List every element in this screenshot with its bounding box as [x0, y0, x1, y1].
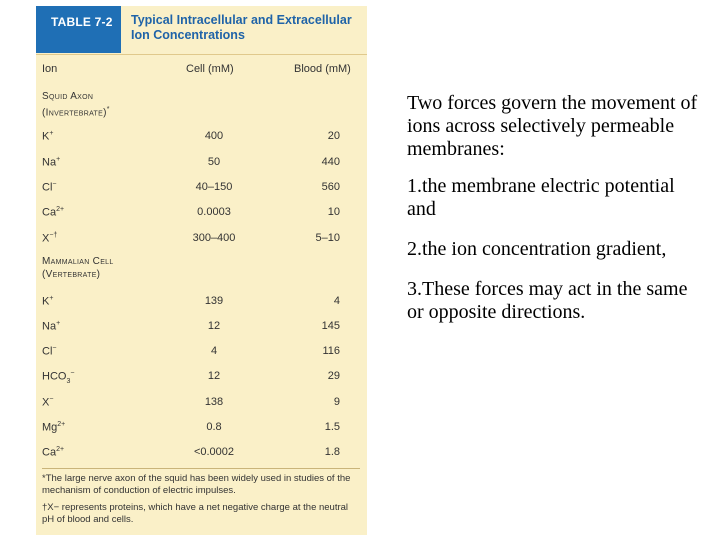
squid-heading-line1: Squid Axon	[42, 91, 94, 102]
mammal-blood-k: 4	[333, 295, 340, 307]
notes-item-3: 3.These forces may act in the same or opposite directions.	[407, 278, 688, 323]
mammal-ion-x	[42, 396, 53, 409]
ion-subscript: 3	[66, 377, 71, 385]
ion-charge: −	[49, 396, 54, 403]
ion-concentration-table	[36, 6, 367, 535]
ion-charge: +	[56, 320, 61, 327]
notes-intro: Two forces govern the movement of ions across selectively permeable membranes:	[407, 92, 698, 160]
squid-cell-x: 300–400	[192, 232, 236, 244]
ion-symbol: K	[42, 295, 50, 308]
squid-section-heading	[42, 90, 110, 119]
ion-charge: −†	[49, 232, 58, 239]
squid-heading-line2-wrap	[42, 103, 110, 119]
ion-symbol: Cl	[42, 345, 53, 358]
ion-symbol: Ca	[42, 446, 57, 459]
ion-charge: 2+	[56, 446, 65, 453]
mammal-ion-mg	[42, 421, 65, 434]
column-header-cell: Cell (mM)	[186, 63, 234, 75]
ion-symbol: Na	[42, 156, 57, 169]
mammal-ion-ca	[42, 446, 64, 459]
squid-ion-ca	[42, 206, 64, 219]
mammal-blood-x: 9	[333, 396, 340, 408]
ion-charge: −	[52, 345, 57, 352]
squid-blood-cl: 560	[321, 181, 340, 193]
ion-symbol: K	[42, 130, 50, 143]
ion-symbol: Mg	[42, 421, 58, 434]
ion-symbol: Na	[42, 320, 57, 333]
squid-cell-cl: 40–150	[195, 181, 233, 193]
mammal-cell-mg: 0.8	[206, 421, 222, 433]
mammal-cell-ca: <0.0002	[193, 446, 235, 458]
squid-cell-k: 400	[204, 130, 224, 142]
mammal-ion-k	[42, 295, 53, 308]
mammal-cell-hco3: 12	[207, 370, 221, 382]
mammal-section-heading	[42, 255, 114, 281]
ion-symbol: X	[42, 396, 50, 409]
squid-heading-line2: (Invertebrate)	[42, 107, 107, 119]
footnote-proteins: †X− represents proteins, which have a net negative charge at the neutral pH of blood and cells.	[42, 502, 349, 525]
squid-blood-ca: 10	[327, 206, 340, 218]
squid-ion-cl	[42, 181, 56, 194]
mammal-cell-k: 139	[204, 295, 224, 307]
ion-symbol: HCO	[42, 370, 67, 383]
ion-charge: −	[52, 181, 57, 188]
squid-cell-na: 50	[207, 156, 221, 168]
ion-charge: 2+	[56, 206, 65, 213]
squid-blood-na: 440	[321, 156, 340, 168]
squid-ion-na	[42, 156, 60, 169]
ion-symbol: Ca	[42, 206, 57, 219]
mammal-heading-line2: (Vertebrate)	[42, 269, 101, 280]
squid-ion-k	[42, 130, 53, 143]
footnote-divider	[42, 468, 360, 469]
mammal-cell-na: 12	[207, 320, 221, 332]
mammal-cell-cl: 4	[210, 345, 218, 357]
mammal-heading-line1: Mammalian Cell	[42, 256, 114, 267]
notes-item-1: 1.the membrane electric potential and	[407, 175, 675, 220]
explanation-text	[407, 92, 707, 324]
ion-charge: 2+	[57, 421, 66, 428]
ion-charge: +	[56, 156, 61, 163]
mammal-blood-na: 145	[321, 320, 340, 332]
ion-charge: +	[49, 295, 54, 302]
mammal-cell-x: 138	[204, 396, 224, 408]
mammal-ion-hco3	[42, 370, 74, 385]
table-header	[36, 6, 367, 53]
mammal-ion-na	[42, 320, 60, 333]
squid-ion-x	[42, 232, 57, 245]
ion-symbol: X	[42, 232, 50, 245]
squid-blood-k: 20	[327, 130, 340, 142]
mammal-blood-mg: 1.5	[324, 421, 340, 433]
ion-symbol: Cl	[42, 181, 53, 194]
column-header-blood: Blood (mM)	[294, 63, 351, 75]
ion-charge: +	[49, 130, 54, 137]
header-divider	[36, 54, 367, 55]
footnote-squid: *The large nerve axon of the squid has been widely used in studies of the mechanism of conduction of electric impulses.	[42, 473, 351, 496]
squid-cell-ca: 0.0003	[197, 206, 231, 218]
table-title: Typical Intracellular and Extracellular Ion Concentrations	[131, 13, 352, 42]
mammal-blood-ca: 1.8	[324, 446, 340, 458]
squid-heading-mark: *	[106, 106, 110, 113]
notes-item-2: 2.the ion concentration gradient,	[407, 238, 667, 260]
mammal-ion-cl	[42, 345, 56, 358]
mammal-blood-hco3: 29	[327, 370, 340, 382]
table-number-label: TABLE 7-2	[36, 6, 121, 53]
squid-blood-x: 5–10	[315, 232, 340, 244]
column-header-ion: Ion	[42, 63, 58, 75]
ion-charge: −	[70, 370, 75, 377]
mammal-blood-cl: 116	[322, 345, 340, 357]
